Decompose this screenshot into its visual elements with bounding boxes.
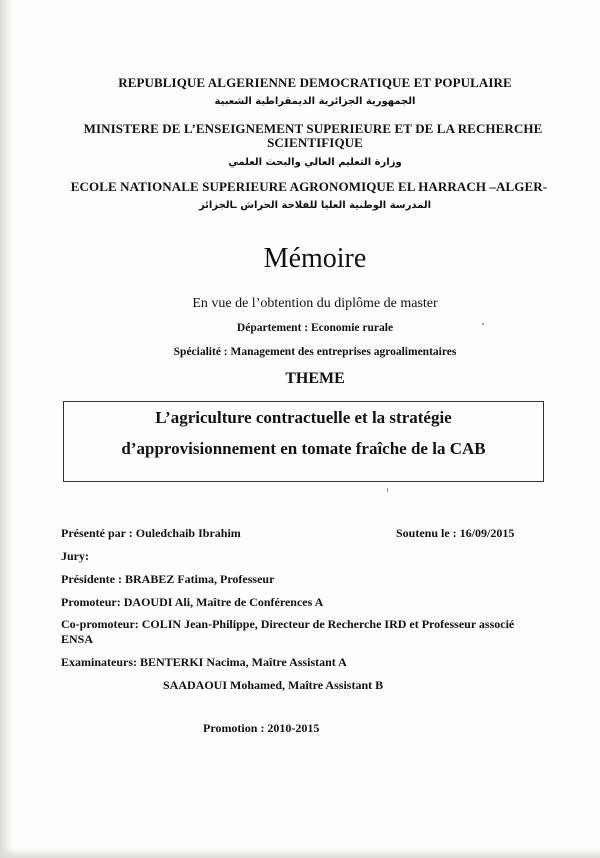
jury-copromoter-line2: ENSA (61, 632, 94, 646)
department-line: Département : Economie rurale (236, 322, 394, 334)
school-french: ECOLE NATIONALE SUPERIEURE AGRONOMIQUE EL HARRACH –ALGER- (70, 179, 548, 194)
jury-promoter: Promoteur: DAOUDI Ali, Maître de Conférences A (61, 595, 324, 609)
purpose-line: En vue de l’obtention du diplôme de master (192, 296, 438, 311)
jury-label: Jury: (61, 549, 89, 563)
ministry-french-line1: MINISTERE DE L’ENSEIGNEMENT SUPERIEURE ET DE LA RECHERCHE (83, 121, 543, 136)
republic-arabic: الجمهورية الجزائرية الديمقراطية الشعبية (214, 96, 416, 107)
school-arabic: المدرسة الوطنية العليا للفلاحة الحراش ـالجزائر (198, 200, 432, 211)
scan-speck (387, 488, 388, 492)
jury-copromoter-line1: Co-promoteur: COLIN Jean-Philippe, Directeur de Recherche IRD et Professeur associé (61, 617, 515, 631)
speciality-line: Spécialité : Management des entreprises agroalimentaires (173, 346, 457, 358)
presented-by: Présenté par : Ouledchaib Ibrahim (61, 526, 241, 540)
jury-examiners-line1: Examinateurs: BENTERKI Nacima, Maître Assistant A (61, 655, 347, 669)
ministry-french-line2: SCIENTIFIQUE (267, 135, 363, 150)
theme-title-line2: d’approvisionnement en tomate fraîche de la CAB (121, 439, 486, 458)
promotion-years: Promotion : 2010-2015 (203, 721, 320, 735)
page-bottom-shadow (0, 848, 600, 858)
page-title: Mémoire (263, 243, 367, 274)
ministry-arabic: وزارة التعليم العالي والبحث العلمي (228, 157, 402, 168)
scan-speck (482, 323, 484, 325)
theme-title-line1: L’agriculture contractuelle et la stratégie (155, 408, 452, 427)
jury-president: Présidente : BRABEZ Fatima, Professeur (61, 572, 275, 586)
defense-date: Soutenu le : 16/09/2015 (396, 526, 515, 540)
theme-box (63, 401, 544, 482)
republic-french: REPUBLIQUE ALGERIENNE DEMOCRATIQUE ET POPULAIRE (118, 75, 512, 90)
theme-label: THEME (285, 370, 345, 387)
jury-examiners-line2: SAADAOUI Mohamed, Maître Assistant B (163, 678, 384, 692)
